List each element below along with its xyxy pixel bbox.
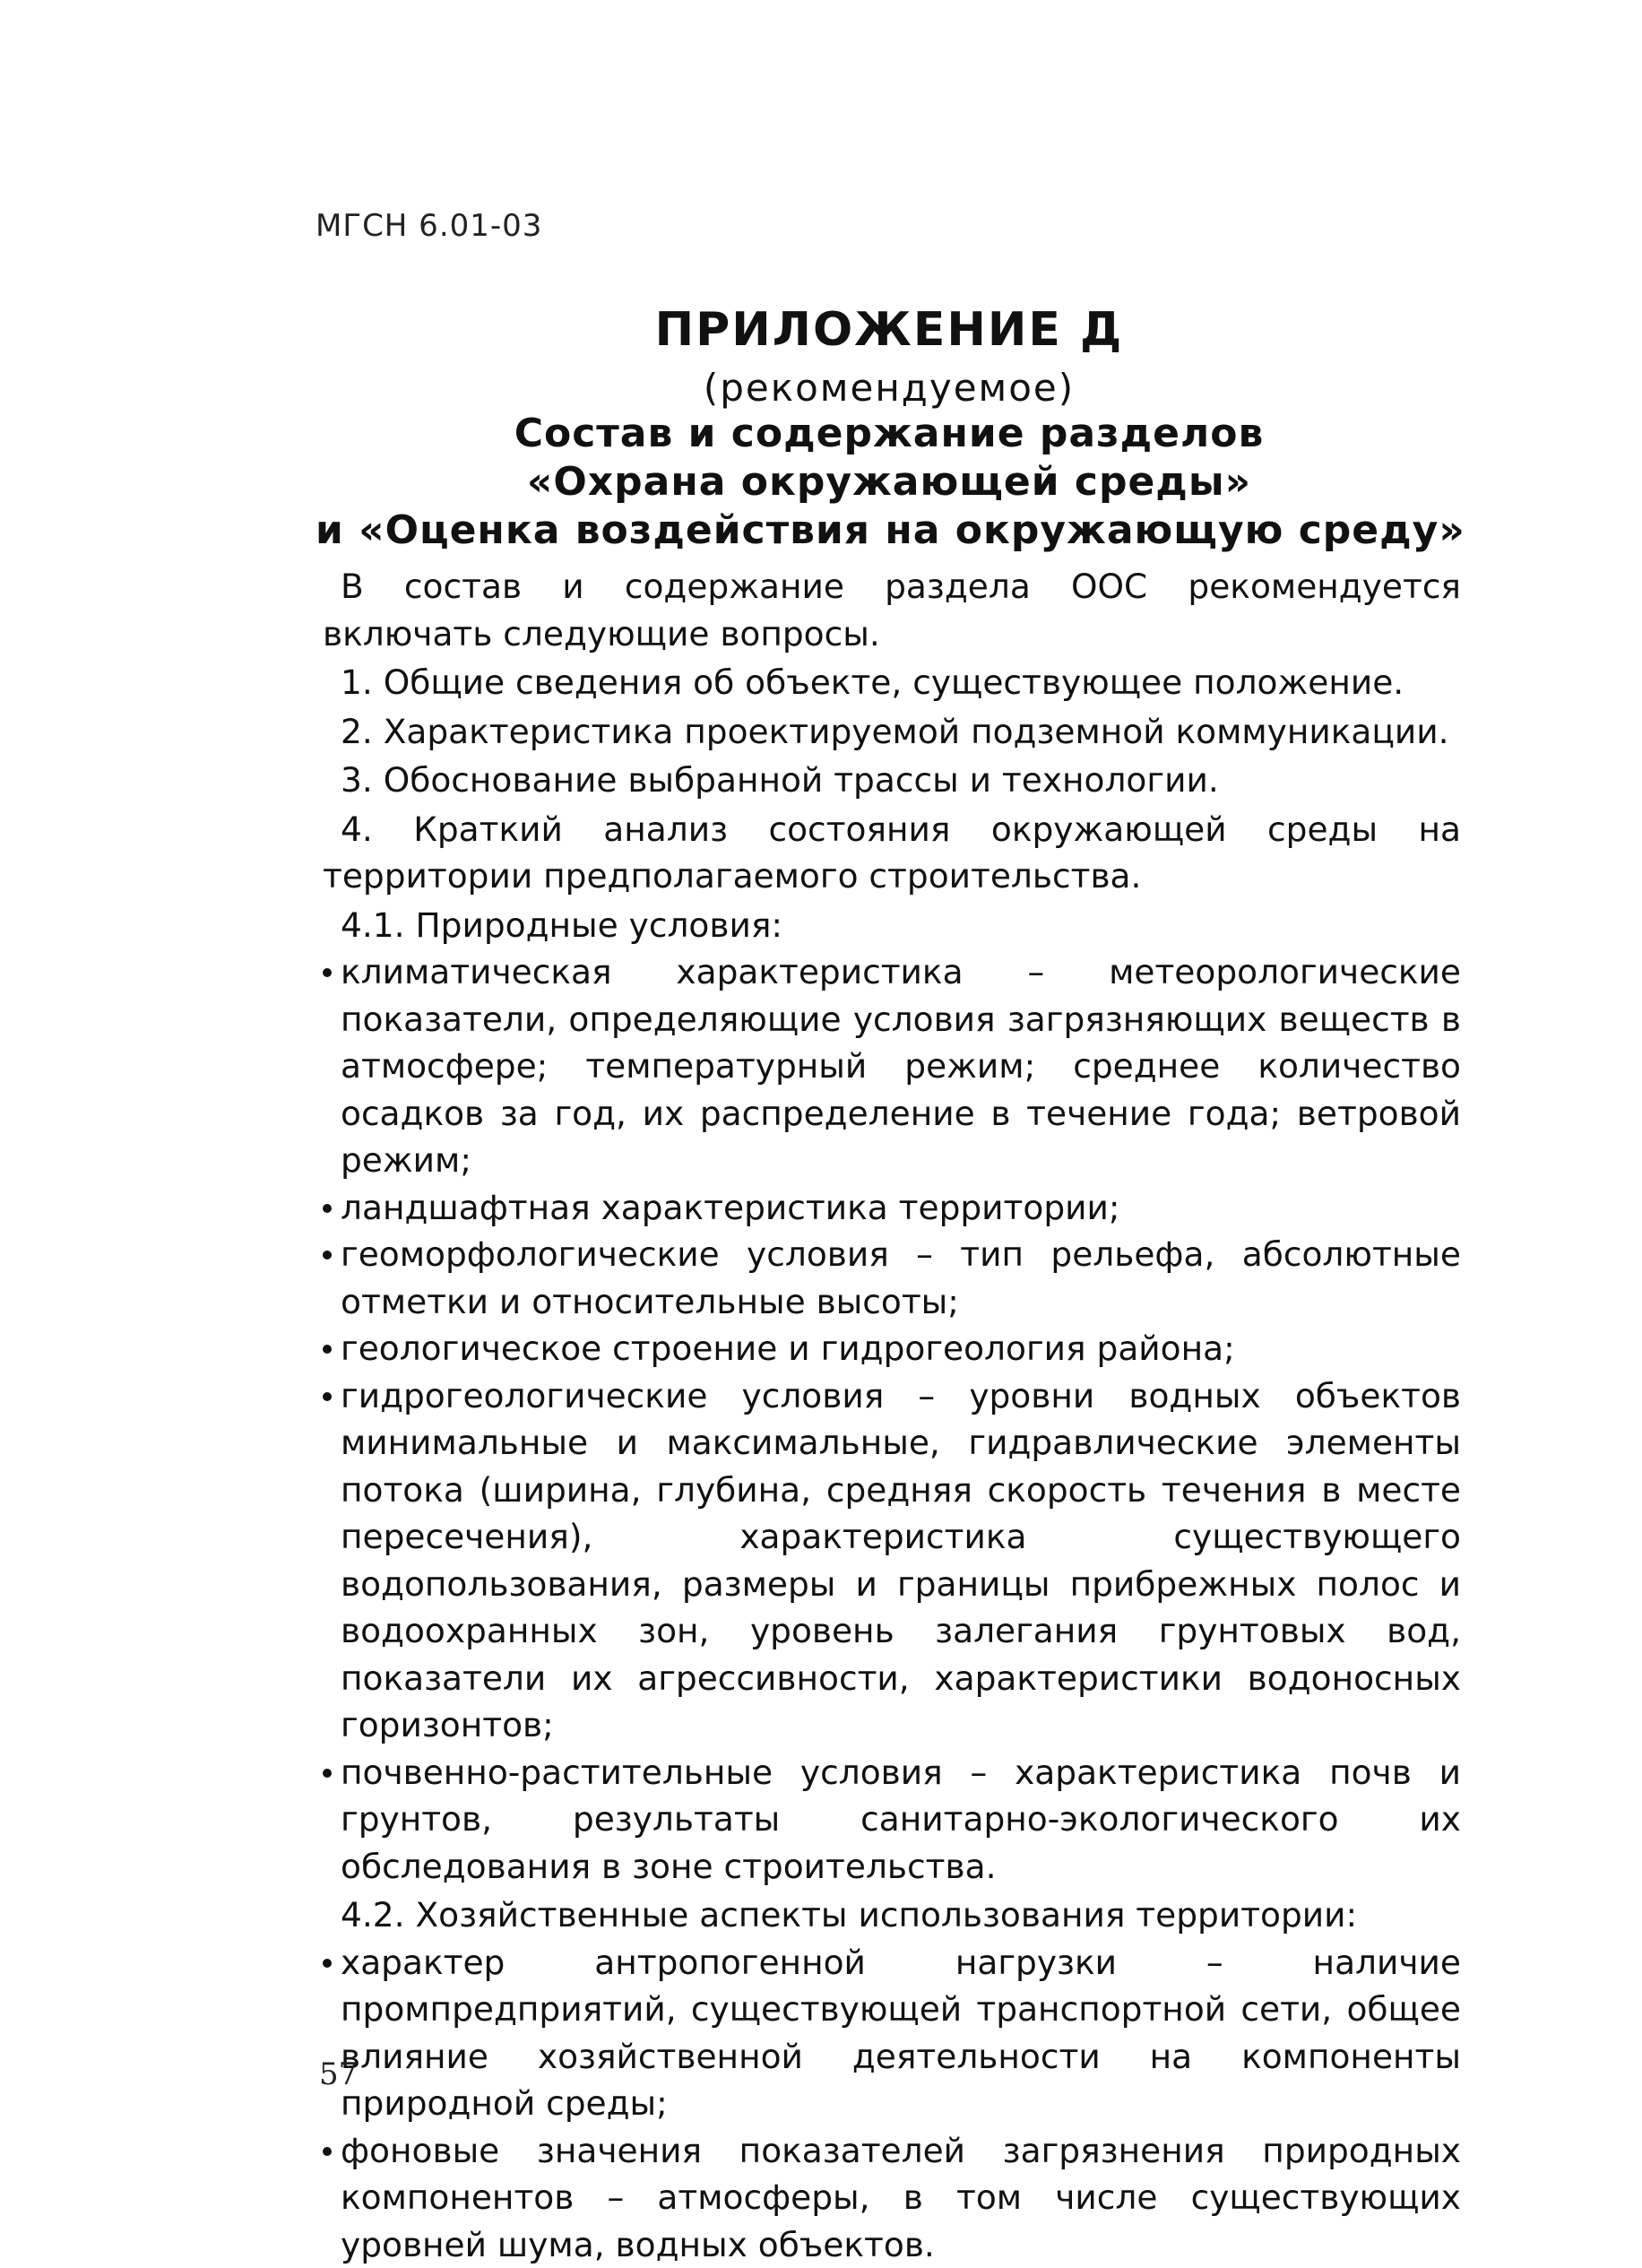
numbered-item: 4. Краткий анализ состояния окружающей среды на территории предполагаемого строительства. [323, 806, 1461, 900]
bullet-item: геоморфологические условия – тип рельефа, абсолютные отметки и относительные высоты; [323, 1231, 1461, 1325]
appendix-name-line: «Охрана окружающей среды» [315, 459, 1463, 505]
appendix-name-line: Состав и содержание разделов [315, 411, 1463, 456]
numbered-item: 1. Общие сведения об объекте, существующее положение. [323, 659, 1461, 706]
numbered-item: 2. Характеристика проектируемой подземной коммуникации. [323, 708, 1461, 756]
appendix-title: ПРИЛОЖЕНИЕ Д [315, 303, 1463, 357]
bullet-list [323, 1939, 1461, 2268]
bullet-item: почвенно-растительные условия – характеристика почв и грунтов, результаты санитарно-экологического их обследования в зоне строительства. [323, 1749, 1461, 1891]
bullet-item: геологическое строение и гидрогеология района; [323, 1325, 1461, 1372]
section-heading: 4.2. Хозяйственные аспекты использования территории: [323, 1891, 1461, 1939]
body-text [323, 563, 1461, 2268]
section-heading: 4.1. Природные условия: [323, 902, 1461, 949]
bullet-item: гидрогеологические условия – уровни водных объектов минимальные и максимальные, гидравлические элементы потока (ширина, глубина, средняя скорость течения в месте пересечения), характеристика существующего водопользования, размеры и границы прибрежных полос и водоохранных зон, уровень залегания грунтовых вод, показатели их агрессивности, характеристики водоносных горизонтов; [323, 1372, 1461, 1749]
document-code: МГСН 6.01-03 [315, 208, 542, 244]
intro-paragraph: В состав и содержание раздела ООС рекомендуется включать следующие вопросы. [323, 563, 1461, 657]
bullet-item: климатическая характеристика – метеорологические показатели, определяющие условия загрязняющих веществ в атмосфере; температурный режим; среднее количество осадков за год, их распределение в течение года; ветровой режим; [323, 948, 1461, 1184]
bullet-item: фоновые значения показателей загрязнения природных компонентов – атмосферы, в том числе существующих уровней шума, водных объектов. [323, 2127, 1461, 2268]
appendix-name-line: и «Оценка воздействия на окружающую среду» [315, 507, 1463, 553]
bullet-item: ландшафтная характеристика территории; [323, 1184, 1461, 1232]
bullet-list [323, 948, 1461, 1890]
numbered-item: 3. Обоснование выбранной трассы и технологии. [323, 757, 1461, 804]
appendix-subtitle: (рекомендуемое) [315, 366, 1463, 410]
page-number: 57 [319, 2056, 358, 2092]
bullet-item: характер антропогенной нагрузки – наличие промпредприятий, существующей транспортной сети, общее влияние хозяйственной деятельности на компоненты природной среды; [323, 1939, 1461, 2127]
